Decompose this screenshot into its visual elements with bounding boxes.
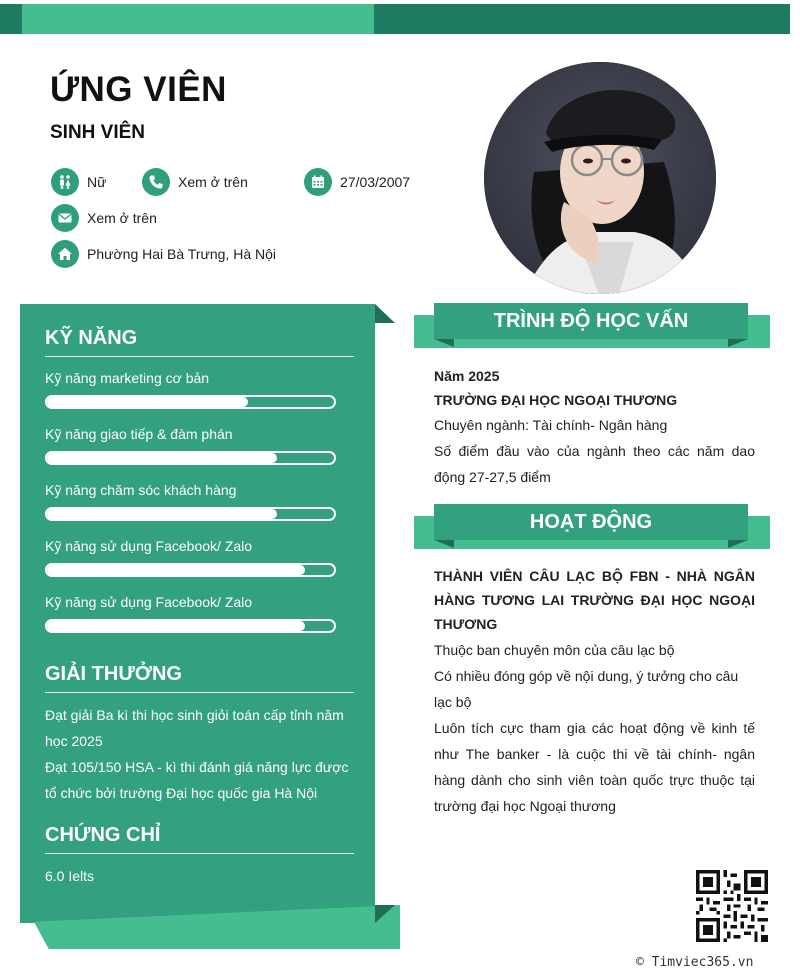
skill-fill (47, 565, 305, 575)
activity-line: Thuộc ban chuyên môn của câu lạc bộ (434, 642, 675, 658)
skill-label: Kỹ năng chăm sóc khách hàng (45, 482, 237, 498)
education-title: TRÌNH ĐỘ HỌC VẤN (434, 303, 748, 339)
skill-label: Kỹ năng giao tiếp & đàm phán (45, 426, 233, 442)
activities-title: HOẠT ĐỘNG (434, 504, 748, 540)
activities-fold-right (728, 540, 748, 548)
activities-fold-left (434, 540, 454, 548)
skill-bar (45, 619, 336, 633)
birthday-value: 27/03/2007 (340, 174, 411, 190)
certificate-item: 6.0 Ielts (45, 868, 95, 884)
award-item: Đạt giải Ba kì thi học sinh giỏi toán cấp tỉnh năm học 2025 (45, 707, 344, 749)
activity-heading: THÀNH VIÊN CÂU LẠC BỘ FBN - NHÀ NGÂN HÀNG TƯƠNG LAI TRƯỜNG ĐẠI HỌC NGOẠI THƯƠNG (434, 568, 755, 632)
gender-info (51, 168, 106, 196)
home-icon (51, 240, 79, 268)
skill-fill (47, 453, 277, 463)
skill-fill (47, 397, 248, 407)
panel-fold-bottom (375, 905, 395, 923)
address-info (51, 240, 276, 268)
skill-bar (45, 451, 336, 465)
activity-line: Luôn tích cực tham gia các hoạt động về kinh tế như The banker - là cuộc thi về tài chính- ngân hàng dành cho sinh viên toàn quốc trực thuộc tại trường đại học Ngoại thương (434, 720, 755, 814)
top-bar-accent (22, 4, 374, 34)
phone-icon (142, 168, 170, 196)
skill-label: Kỹ năng sử dụng Facebook/ Zalo (45, 538, 253, 554)
skill-label: Kỹ năng marketing cơ bản (45, 370, 210, 386)
skill-fill (47, 509, 277, 519)
awards-title: GIẢI THƯỞNG (45, 663, 182, 685)
candidate-name: ỨNG VIÊN (50, 70, 227, 109)
calendar-icon (304, 168, 332, 196)
skill-bar (45, 395, 336, 409)
email-icon (51, 204, 79, 232)
email-value: Xem ở trên (87, 210, 157, 226)
certificates-divider (45, 853, 354, 854)
copyright: © Timviec365.vn (636, 955, 754, 970)
birthday-info (304, 168, 410, 196)
award-item: Đạt 105/150 HSA - kì thi đánh giá năng lực được tổ chức bởi trường Đại học quốc gia Hà Nội (45, 759, 349, 801)
certificates-title: CHỨNG CHỈ (45, 824, 161, 846)
address-value: Phường Hai Bà Trưng, Hà Nội (87, 246, 277, 262)
skill-bar (45, 563, 336, 577)
avatar (484, 62, 716, 294)
skills-title: KỸ NĂNG (45, 327, 138, 349)
qr-code-icon (696, 870, 768, 942)
education-school: TRƯỜNG ĐẠI HỌC NGOẠI THƯƠNG (434, 392, 678, 408)
activity-line: Có nhiều đóng góp về nội dung, ý tưởng cho câu lạc bộ (434, 668, 739, 710)
panel-fold-top (375, 304, 395, 323)
skill-fill (47, 621, 305, 631)
skill-bar (45, 507, 336, 521)
email-info (51, 204, 157, 232)
skills-divider (45, 356, 354, 357)
candidate-role: SINH VIÊN (50, 122, 146, 143)
education-major: Chuyên ngành: Tài chính- Ngân hàng (434, 417, 668, 433)
awards-divider (45, 692, 354, 693)
skill-label: Kỹ năng sử dụng Facebook/ Zalo (45, 594, 253, 610)
phone-value: Xem ở trên (178, 174, 248, 190)
education-note: Số điểm đầu vào của ngành theo các năm dao động 27-27,5 điểm (434, 443, 755, 485)
education-year: Năm 2025 (434, 368, 500, 384)
gender-value: Nữ (87, 174, 107, 190)
phone-info (142, 168, 248, 196)
gender-icon (51, 168, 79, 196)
education-fold-right (728, 339, 748, 347)
education-fold-left (434, 339, 454, 347)
